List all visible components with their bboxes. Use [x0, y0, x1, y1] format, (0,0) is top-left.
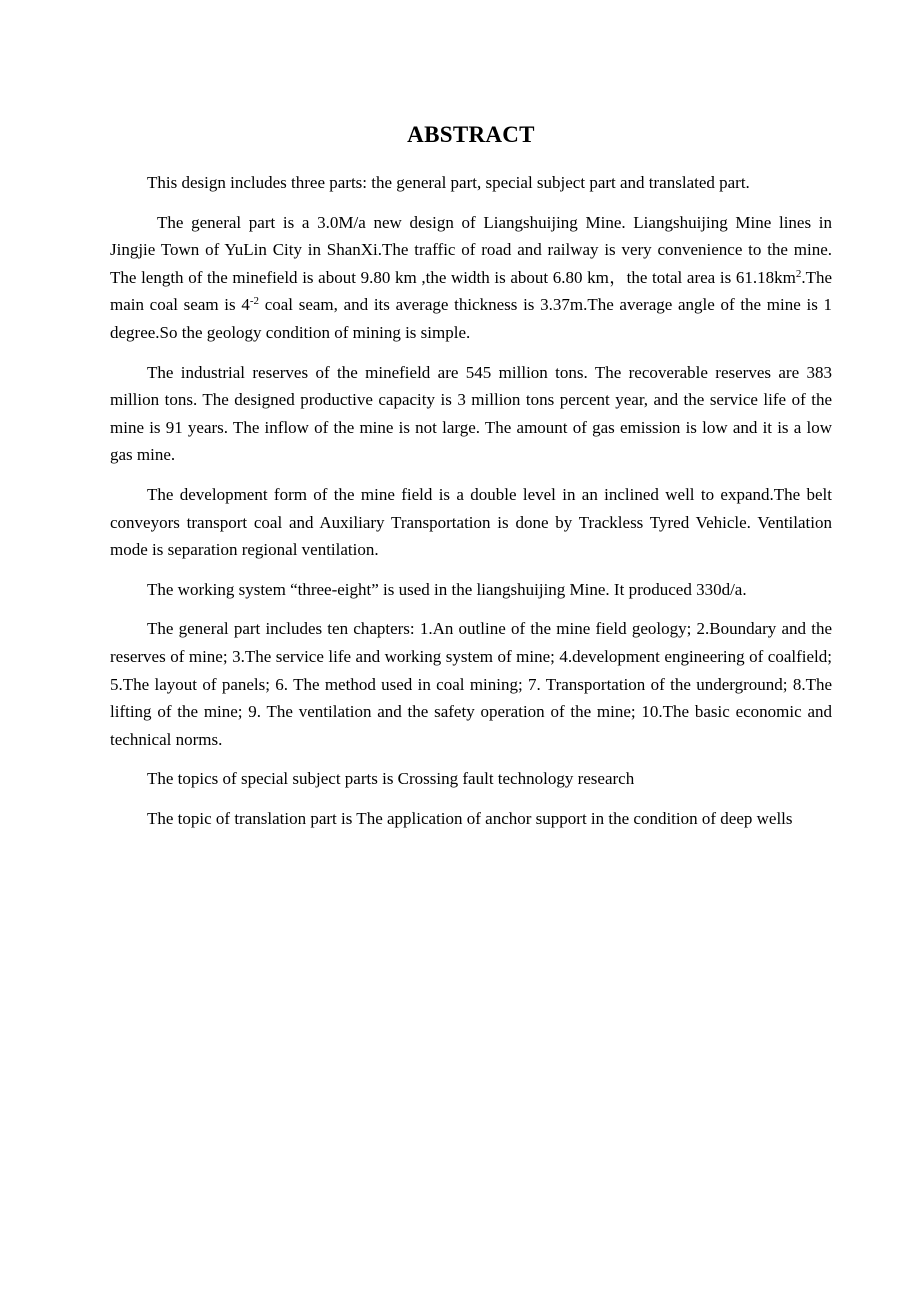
paragraph-development: The development form of the mine field is a double level in an inclined well to expand.The belt conveyors transport coal and Auxiliary Transportation is done by Trackless Tyred Vehicle. Ventilation mode is separation regional ventilation. [110, 484, 832, 560]
paragraph-general-part-text-a: The general part is a 3.0M/a new design of Liangshuijing Mine. Liangshuijing Mine lines in Jingjie Town of YuLin City in ShanXi.The traffic of road and railway is very convenience to the mine. The length of the minefield is about 9.80 km ,the width is about 6.80 km，the total area is 61.18km [110, 212, 832, 287]
superscript-seam-number: -2 [249, 295, 260, 308]
paragraph-special-subject: The topics of special subject parts is Crossing fault technology research [147, 769, 635, 789]
paragraph-chapters: The general part includes ten chapters: 1.An outline of the mine field geology; 2.Boundary and the reserves of mine; 3.The service life and working system of mine; 4.development engineering of coalfield; 5.The layout of panels; 6. The method used in coal mining; 7. Transportation of the underground; 8.The lifting of the mine; 9. The ventilation and the safety operation of the mine; 10.The basic economic and technical norms. [110, 619, 832, 749]
paragraph-general-part-text-c: coal seam, and its average thickness is 3.37m.The average angle of the mine is 1 degree.So the geology condition of mining is simple. [110, 295, 832, 342]
paragraph-working-system: The working system “three-eight” is used in the liangshuijing Mine. It produced 330d/a. [147, 579, 747, 599]
superscript-area-unit: 2 [795, 267, 802, 280]
paragraph-general-part [110, 209, 832, 347]
paragraph-general-part-text-b: .The main coal seam is 4 [110, 267, 832, 315]
paragraph-reserves: The industrial reserves of the minefield are 545 million tons. The recoverable reserves are 383 million tons. The designed productive capacity is 3 million tons percent year, and the service life of the mine is 91 years. The inflow of the mine is not large. The amount of gas emission is low and it is a low gas mine. [110, 362, 832, 465]
abstract-page [110, 0, 832, 832]
paragraph-translation: The topic of translation part is The application of anchor support in the condition of deep wells [147, 808, 793, 828]
paragraph-overview: This design includes three parts: the general part, special subject part and translated part. [147, 173, 750, 192]
page-title: ABSTRACT [407, 122, 535, 147]
